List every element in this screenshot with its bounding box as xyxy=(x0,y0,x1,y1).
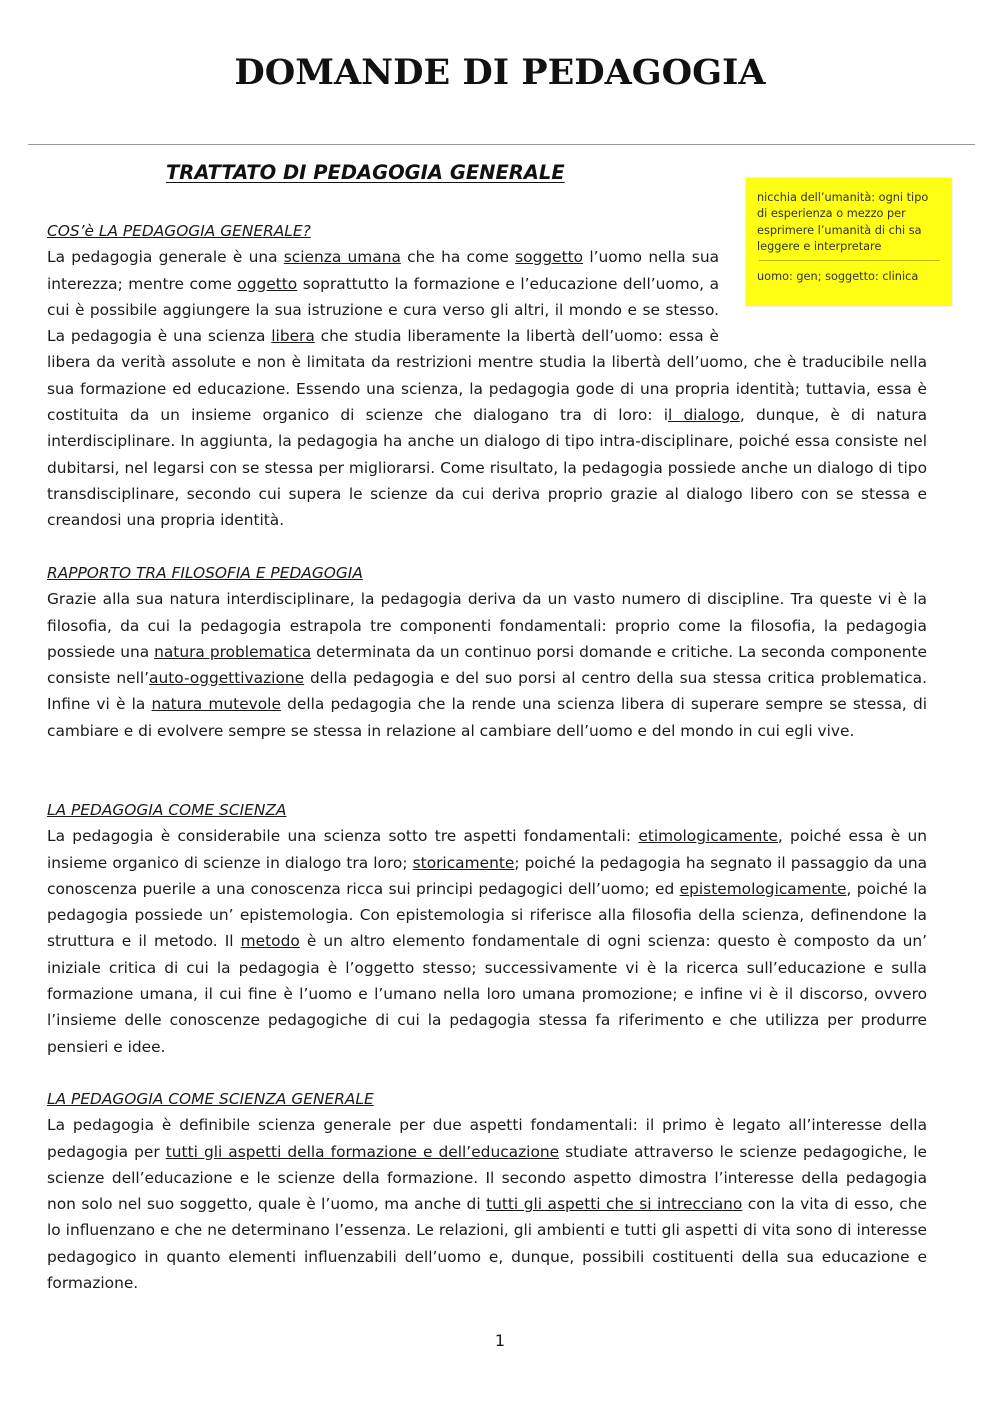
underlined-term: etimologicamente xyxy=(638,827,778,846)
underlined-term: oggetto xyxy=(237,274,298,293)
title-divider xyxy=(28,144,975,145)
question-4-heading: LA PEDAGOGIA COME SCIENZA GENERALE xyxy=(47,1090,374,1108)
text-run: che studia liberamente la libertà dell’uomo: essa è libera da verità assolute e non è limitata da restrizioni mentre studia la libertà dell’uomo, che è traducibile nella sua formazione ed educazione. Essendo una scienza, la pedagogia gode di una propria identità; tuttavia, essa è costituita da un insieme organico di scienze che dialogano tra di loro: i xyxy=(47,327,927,425)
text-run: della pedagogia che la rende una scienza libera di superare sempre se stessa, di cambiare e di evolvere sempre se stessa in relazione al cambiare dell’uomo e del mondo in cui egli vive. xyxy=(47,695,927,740)
question-3-heading: LA PEDAGOGIA COME SCIENZA xyxy=(47,801,287,819)
underlined-term: scienza umana xyxy=(283,248,401,267)
text-run: , poiché essa è un insieme organico di scienze in dialogo tra loro; xyxy=(47,827,928,872)
text-run: studiate attraverso le scienze pedagogiche, le scienze dell’educazione e le scienze della formazione. Il secondo aspetto dimostra l’interesse della pedagogia non solo nel suo soggetto, quale è l’uomo, ma anche di xyxy=(47,1142,928,1214)
text-run: determinata da un continuo porsi domande e critiche. La seconda componente consiste nell’ xyxy=(47,642,927,688)
text-run: della pedagogia e del suo porsi al centro della sua stessa critica problematica. Infine vi è la xyxy=(47,669,927,714)
question-1-paragraph xyxy=(47,244,927,533)
note-space xyxy=(719,244,927,349)
margin-note-top: nicchia dell’umanità: ogni tipo di esperienza o mezzo per esprimere l’umanità di chi sa leggere e interpretare xyxy=(757,191,929,253)
text-run: , dunque, è di natura interdisciplinare. In aggiunta, la pedagogia ha anche un dialogo di tipo intra-disciplinare, poiché essa consiste nel dubitarsi, nel legarsi con se stessa per migliorarsi. Come risultato, la pedagogia possiede anche un dialogo di tipo transdisciplinare, secondo cui supera le scienze da cui deriva proprio grazie al dialogo libero con se stessa e creandosi una propria identità. xyxy=(47,406,928,530)
page-number: 1 xyxy=(494,1331,506,1350)
underlined-term: epistemologicamente xyxy=(679,879,847,898)
question-3 xyxy=(47,797,927,1060)
question-3-paragraph xyxy=(47,823,927,1060)
text-run: La pedagogia è definibile scienza generale per due aspetti fondamentali: il primo è legato all’interesse della pedagogia per xyxy=(47,1116,927,1161)
underlined-term: auto-oggettivazione xyxy=(149,669,305,688)
underlined-term: libera xyxy=(271,327,315,346)
text-run: che ha come xyxy=(400,248,516,267)
margin-note-bottom: uomo: gen; soggetto: clinica xyxy=(757,270,919,284)
underlined-term: l dialogo xyxy=(668,406,740,425)
underlined-term: tutti gli aspetti che si intrecciano xyxy=(486,1195,743,1214)
underlined-term: tutti gli aspetti della formazione e dell’educazione xyxy=(165,1142,560,1161)
question-4-paragraph xyxy=(47,1112,927,1296)
text-run: La pedagogia generale è una xyxy=(47,248,284,267)
text-run: soprattutto la formazione e l’educazione dell’uomo, a cui è possibile aggiungere la sua istruzione e cura verso gli altri, il mondo e se stesso. La pedagogia è una scienza xyxy=(47,274,719,346)
underlined-term: metodo xyxy=(240,932,300,951)
question-2-heading: RAPPORTO TRA FILOSOFIA E PEDAGOGIA xyxy=(47,564,363,582)
underlined-term: natura mutevole xyxy=(151,695,281,714)
text-run: , poiché la pedagogia possiede un’ epistemologia. Con epistemologia si riferisce alla filosofia della scienza, definendone la struttura e il metodo. Il xyxy=(47,879,927,951)
underlined-term: storicamente xyxy=(412,853,515,872)
section-title: TRATTATO DI PEDAGOGIA GENERALE xyxy=(166,161,565,184)
question-2 xyxy=(47,560,927,744)
question-1 xyxy=(47,218,927,534)
text-run: con la vita di esso, che lo influenzano e che ne determinano l’essenza. Le relazioni, gli ambienti e tutti gli aspetti di vita sono di interesse pedagogico in quanto elementi influenzabili dell’uomo e, dunque, possibili costituenti della sua educazione e formazione. xyxy=(47,1195,927,1293)
text-run: è un altro elemento fondamentale di ogni scienza: questo è composto da un’ iniziale critica di cui la pedagogia è l’oggetto stesso; successivamente vi è la ricerca sull’educazione e sulla formazione umana, il cui fine è l’uomo e l’umano nella loro umana promozione; e infine vi è il discorso, ovvero l’insieme delle conoscenze pedagogiche di cui la pedagogia stessa fa riferimento e che utilizza per produrre pensieri e idee. xyxy=(47,932,927,1056)
underlined-term: soggetto xyxy=(515,248,584,267)
document-title: DOMANDE DI PEDAGOGIA xyxy=(234,52,766,93)
text-run: La pedagogia è considerabile una scienza sotto tre aspetti fondamentali: xyxy=(47,827,639,846)
question-4 xyxy=(47,1086,927,1296)
text-run: Grazie alla sua natura interdisciplinare, la pedagogia deriva da un vasto numero di discipline. Tra queste vi è la filosofia, da cui la pedagogia estrapola tre componenti fondamentali: proprio come la filosofia, la pedagogia possiede una xyxy=(47,590,927,661)
question-2-paragraph xyxy=(47,586,927,744)
question-1-heading: COS’è LA PEDAGOGIA GENERALE? xyxy=(47,222,311,240)
text-run: l’uomo nella sua interezza; mentre come xyxy=(47,248,720,293)
text-run: ; poiché la pedagogia ha segnato il passaggio da una conoscenza puerile a una conoscenza ricca sui principi pedagogici dell’uomo; ed xyxy=(47,853,927,898)
underlined-term: natura problematica xyxy=(154,642,312,661)
